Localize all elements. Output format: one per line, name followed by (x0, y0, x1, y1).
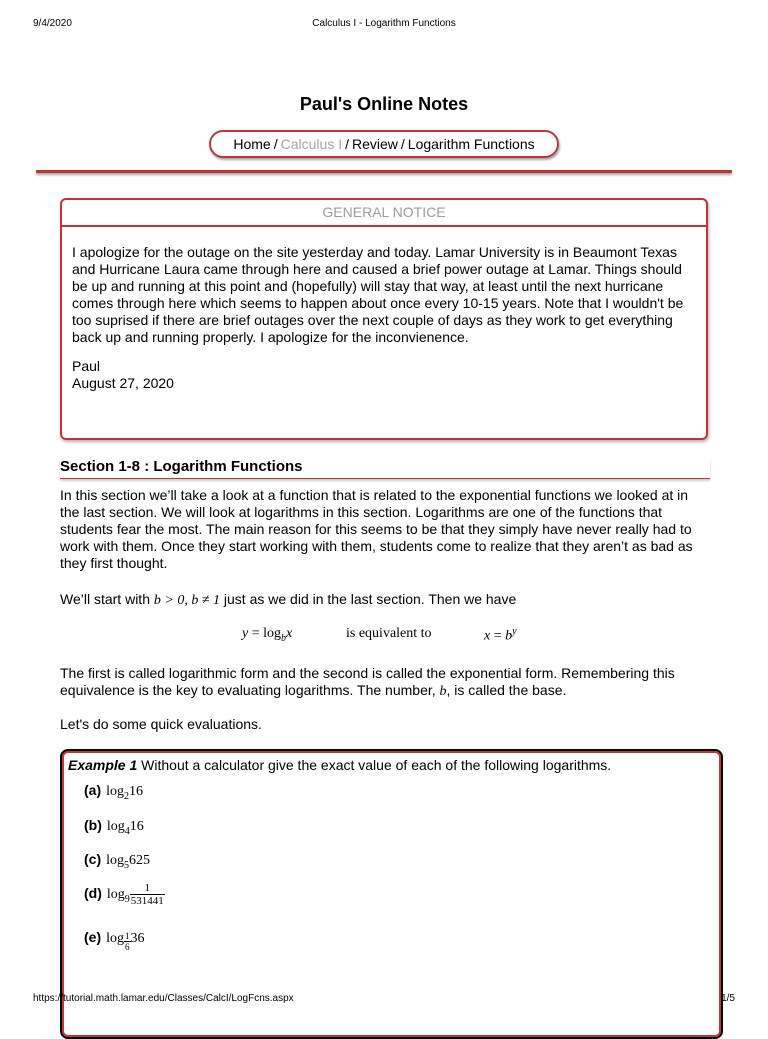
fraction: $\frac{1}{531441}$ (130, 882, 164, 907)
example-item-c: (c) $\log_5625$ (84, 851, 151, 871)
forms-paragraph (60, 665, 710, 700)
start-paragraph (60, 591, 710, 609)
section-heading: Section 1-8 : Logarithm Functions (60, 458, 710, 479)
print-date: 9/4/2020 (33, 18, 72, 29)
start-condition-math: b > 0, b ≠ 1 (153, 593, 221, 608)
start-prefix: We’ll start with (60, 591, 154, 607)
example-prompt (68, 757, 611, 773)
notice-signature-date: August 27, 2020 (72, 375, 174, 391)
print-page-title: Calculus I - Logarithm Functions (312, 18, 456, 29)
notice-title: GENERAL NOTICE (62, 200, 706, 227)
fraction: $\frac{1}{6}$ (125, 931, 130, 952)
intro-text: In this section we’ll take a look at a function that is related to the exponential functions we looked at in the last section. We will look at logarithms in this section. Logarithms are one of the functions that students fear the most. The main reason for this seems to be that they simply have never really had to work with them. Once they start working with them, students come to realize that they aren’t as bad as they first thought. (60, 487, 693, 571)
breadcrumb-home[interactable]: Home (233, 136, 271, 152)
example-item-a: (a) $\log_216$ (84, 782, 144, 802)
example-label: Example 1 (68, 757, 138, 773)
breadcrumb-calculus[interactable]: Calculus I (280, 136, 343, 152)
general-notice (60, 198, 708, 440)
equation-equivalence-text: is equivalent to (346, 626, 432, 641)
breadcrumb-separator: / (400, 136, 405, 152)
quick-paragraph (60, 716, 710, 733)
breadcrumb-review[interactable]: Review (351, 136, 398, 152)
example-item-e: (e) log $\frac{1}{6}$ 36 (84, 929, 145, 952)
print-page-number: 1/5 (721, 993, 735, 1004)
example-item-d: (d) $\log_9$ $\frac{1}{531441}$ (84, 882, 164, 907)
start-suffix: just as we did in the last section. Then we have (220, 591, 517, 607)
breadcrumb (209, 130, 559, 158)
equation-log-form: $y = \log_bx$ (242, 626, 293, 644)
notice-body (62, 227, 706, 392)
notice-signature-name: Paul (72, 358, 101, 374)
equation-exponential-form: $x = b^y$ (484, 626, 517, 644)
example-prompt-text: Without a calculator give the exact value of each of the following logarithms. (137, 757, 612, 773)
breadcrumb-separator: / (273, 136, 278, 152)
breadcrumb-separator: / (345, 136, 349, 152)
base-variable: b (439, 684, 447, 699)
intro-paragraph (60, 487, 710, 572)
forms-text-end: , is called the base. (446, 682, 567, 698)
print-url: https://tutorial.math.lamar.edu/Classes/CalcI/LogFcns.aspx (33, 993, 294, 1004)
forms-text: The first is called logarithmic form and the second is called the exponential form. Remembering this equivalence is the key to evaluating logarithms. The number, (60, 665, 675, 698)
quick-text: Let's do some quick evaluations. (60, 716, 262, 732)
notice-text: I apologize for the outage on the site yesterday and today. Lamar University is in Beaumont Texas and Hurricane Laura came through here and caused a brief power outage at Lamar. Things should be up and running at this point and (hopefully) will stay that way, at least until the next hurricane comes through here which seems to happen about once every 10-15 years. Note that I wouldn't be too suprised if there are brief outages over the next couple of days as they work to get everything back up and running properly. I apologize for the inconvienence. (72, 244, 684, 345)
header-divider (36, 170, 732, 173)
example-item-b: (b) $\log_416$ (84, 817, 144, 837)
breadcrumb-current[interactable]: Logarithm Functions (407, 136, 535, 152)
site-title[interactable]: Paul's Online Notes (299, 94, 469, 114)
